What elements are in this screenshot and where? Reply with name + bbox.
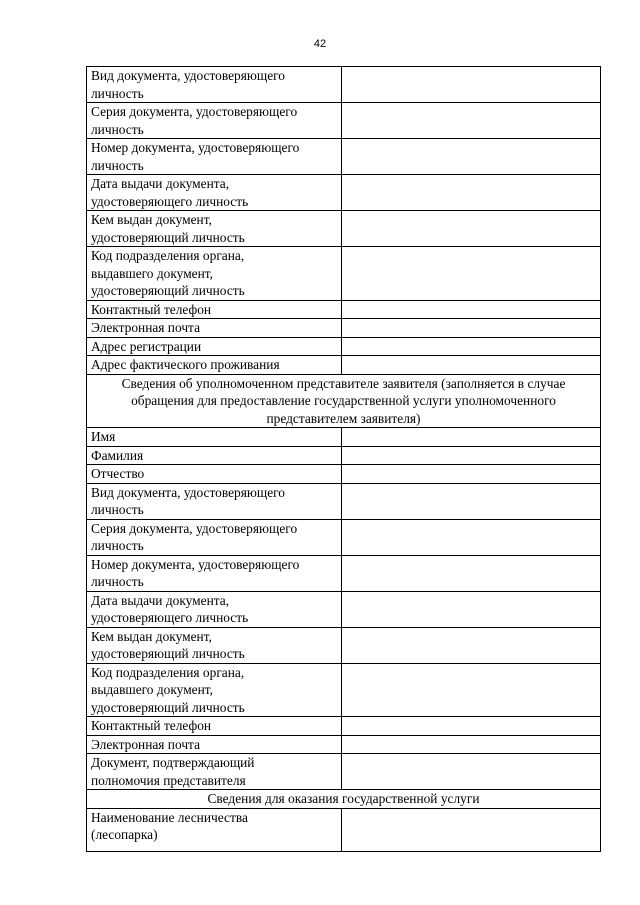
field-value-cell[interactable] <box>342 356 601 375</box>
form-row <box>87 67 601 103</box>
field-value-cell[interactable] <box>342 300 601 319</box>
field-label: Код подразделения органа, выдавшего документ, удостоверяющий личность <box>87 663 342 717</box>
field-value-cell[interactable] <box>342 337 601 356</box>
form-row <box>87 247 601 301</box>
field-label: Фамилия <box>87 446 342 465</box>
service-section-heading: Сведения для оказания государственной услуги <box>87 790 601 809</box>
field-label: Электронная почта <box>87 735 342 754</box>
field-value-cell[interactable] <box>342 627 601 663</box>
form-row <box>87 754 601 790</box>
form-row <box>87 735 601 754</box>
field-label: Номер документа, удостоверяющего личность <box>87 555 342 591</box>
field-value-cell[interactable] <box>342 735 601 754</box>
field-value-cell[interactable] <box>342 446 601 465</box>
field-label: Кем выдан документ, удостоверяющий личность <box>87 211 342 247</box>
form-table-body <box>87 67 601 852</box>
form-row <box>87 591 601 627</box>
field-value-cell[interactable] <box>342 591 601 627</box>
field-label: Электронная почта <box>87 319 342 338</box>
form-row <box>87 519 601 555</box>
field-value-cell[interactable] <box>342 663 601 717</box>
form-row <box>87 465 601 484</box>
field-value-cell[interactable] <box>342 67 601 103</box>
form-row <box>87 555 601 591</box>
field-label: Дата выдачи документа, удостоверяющего личность <box>87 175 342 211</box>
field-value-cell[interactable] <box>342 754 601 790</box>
field-label: Адрес фактического проживания <box>87 356 342 375</box>
field-label: Номер документа, удостоверяющего личность <box>87 139 342 175</box>
field-label: Вид документа, удостоверяющего личность <box>87 67 342 103</box>
field-label: Контактный телефон <box>87 717 342 736</box>
field-value-cell[interactable] <box>342 555 601 591</box>
field-label: Серия документа, удостоверяющего личность <box>87 103 342 139</box>
field-value-cell[interactable] <box>342 319 601 338</box>
section-row <box>87 790 601 809</box>
section-row <box>87 374 601 428</box>
field-label: Отчество <box>87 465 342 484</box>
form-row <box>87 356 601 375</box>
field-label: Вид документа, удостоверяющего личность <box>87 483 342 519</box>
form-row <box>87 175 601 211</box>
field-label: Код подразделения органа, выдавшего документ, удостоверяющий личность <box>87 247 342 301</box>
form-row <box>87 337 601 356</box>
form-row <box>87 446 601 465</box>
field-label: Контактный телефон <box>87 300 342 319</box>
form-row <box>87 319 601 338</box>
field-value-cell[interactable] <box>342 175 601 211</box>
form-row <box>87 808 601 851</box>
field-label: Имя <box>87 428 342 447</box>
field-label: Адрес регистрации <box>87 337 342 356</box>
field-value-cell[interactable] <box>342 211 601 247</box>
representative-section-heading: Сведения об уполномоченном представителе заявителя (заполняется в случае обращения для предоставление государственной услуги уполномоченного представителем заявителя) <box>87 374 601 428</box>
form-row <box>87 428 601 447</box>
field-label: Документ, подтверждающий полномочия представителя <box>87 754 342 790</box>
field-value-cell[interactable] <box>342 247 601 301</box>
form-row <box>87 300 601 319</box>
field-value-cell[interactable] <box>342 103 601 139</box>
page-number: 42 <box>313 38 327 50</box>
form-row <box>87 483 601 519</box>
form-row <box>87 211 601 247</box>
field-label: Дата выдачи документа, удостоверяющего личность <box>87 591 342 627</box>
field-value-cell[interactable] <box>342 519 601 555</box>
field-value-cell[interactable] <box>342 483 601 519</box>
form-row <box>87 627 601 663</box>
form-row <box>87 663 601 717</box>
field-label: Наименование лесничества (лесопарка) <box>87 808 342 851</box>
form-row <box>87 717 601 736</box>
field-label: Кем выдан документ, удостоверяющий личность <box>87 627 342 663</box>
field-label: Серия документа, удостоверяющего личность <box>87 519 342 555</box>
form-row <box>87 139 601 175</box>
field-value-cell[interactable] <box>342 717 601 736</box>
field-value-cell[interactable] <box>342 139 601 175</box>
application-form-table <box>86 66 601 852</box>
field-value-cell[interactable] <box>342 465 601 484</box>
field-value-cell[interactable] <box>342 428 601 447</box>
form-row <box>87 103 601 139</box>
field-value-cell[interactable] <box>342 808 601 851</box>
